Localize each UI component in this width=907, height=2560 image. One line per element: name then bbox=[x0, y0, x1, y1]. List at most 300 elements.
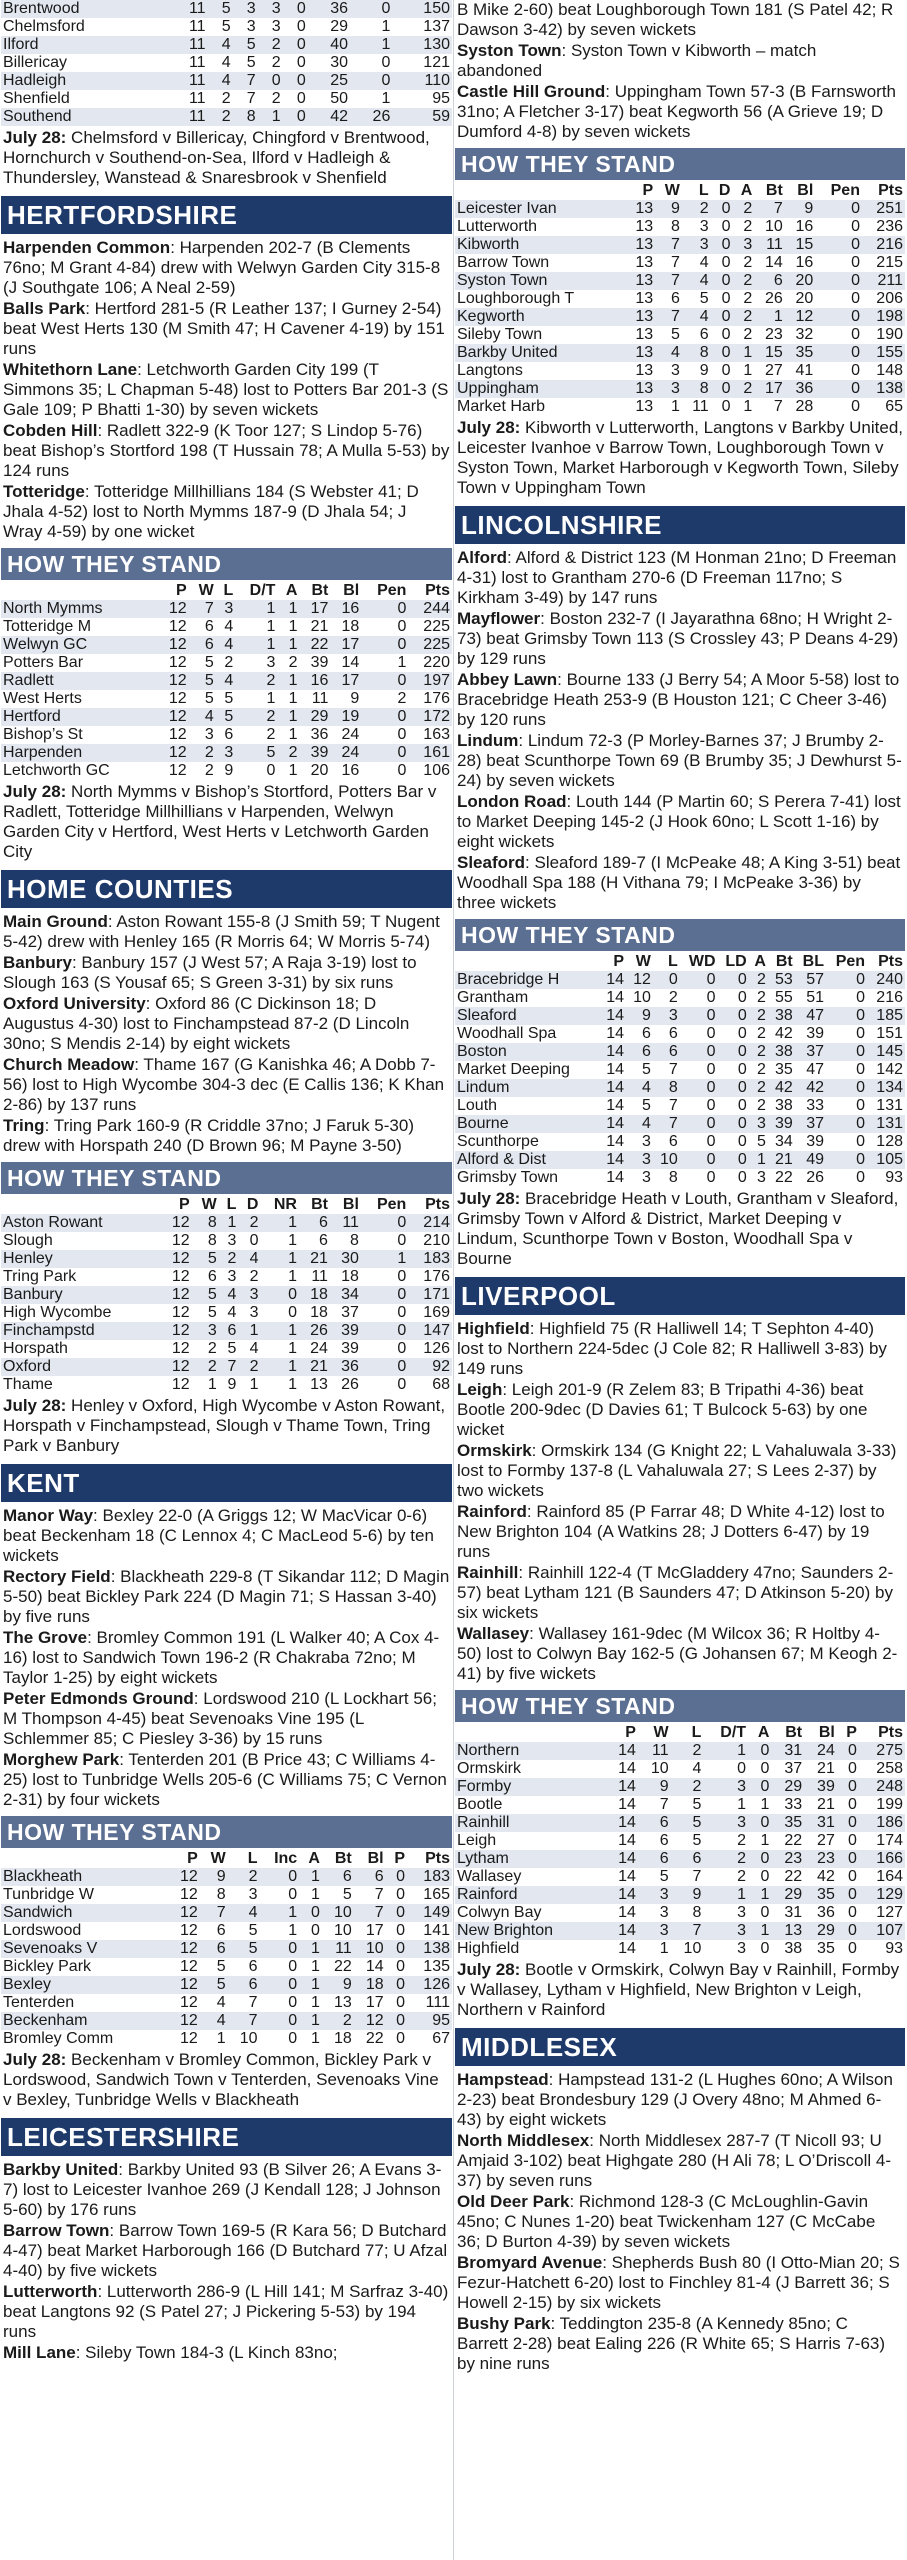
venue-name: Tring bbox=[3, 1116, 45, 1135]
stat-cell: 39 bbox=[768, 1115, 795, 1133]
stat-cell: 199 bbox=[876, 1796, 903, 1813]
table-row bbox=[455, 380, 905, 398]
result-text: : Lutterworth 286-9 (L Hill 141; M Sarfraz 3-40) beat Langtons 92 (S Patel 27; J Pickering 5-53) by 194 runs bbox=[3, 2282, 449, 2341]
table-row bbox=[1, 36, 452, 54]
stat-cell: 12 bbox=[168, 618, 187, 635]
table-row bbox=[1, 762, 452, 780]
team-name: Brentwood bbox=[1, 0, 168, 18]
stat-cell: 36 bbox=[330, 1358, 361, 1376]
column-left bbox=[0, 0, 453, 2560]
venue-name: North Middlesex bbox=[457, 2131, 590, 2150]
stat-cell: 2 bbox=[238, 1214, 260, 1232]
stat-cell: 4 bbox=[682, 308, 711, 326]
stat-cell: 1 bbox=[260, 1322, 299, 1340]
team-name: Tenterden bbox=[3, 1994, 75, 2011]
stat-cell: 35 bbox=[817, 1940, 835, 1957]
venue-name: Rainford bbox=[457, 1502, 527, 1521]
stat-cell: 22 bbox=[299, 636, 330, 654]
team-name: Hertford bbox=[1, 708, 158, 726]
stat-cell: 248 bbox=[859, 1778, 905, 1796]
stat-cell: 5 bbox=[235, 744, 277, 762]
stat-cell: 5 bbox=[204, 654, 214, 671]
column-header: D/T bbox=[720, 1724, 747, 1741]
team-name: Tunbridge W bbox=[3, 1886, 94, 1903]
team-name: Highfield bbox=[457, 1940, 520, 1957]
stat-cell: 0 bbox=[249, 1232, 259, 1249]
team-name: Lytham bbox=[455, 1850, 605, 1868]
stat-cell: 34 bbox=[774, 1133, 793, 1150]
venue-name: Alford bbox=[457, 548, 508, 567]
stat-cell: 0 bbox=[737, 1061, 747, 1078]
match-result bbox=[455, 2131, 905, 2191]
stat-cell: 0 bbox=[721, 290, 731, 307]
stat-cell: 25 bbox=[308, 72, 350, 90]
stat-cell: 0 bbox=[288, 1994, 298, 2011]
venue-name: Mayflower bbox=[457, 609, 541, 628]
team-name: Billericay bbox=[3, 54, 68, 71]
result-text: : Radlett 322-9 (K Toor 127; S Lindop 5-76) beat Bishop’s Stortford 198 (T Hussain 78; A Mulla 5-53) by 124 runs bbox=[3, 421, 450, 480]
table-row bbox=[1, 2012, 452, 2030]
column-header: Bl bbox=[343, 582, 360, 599]
venue-name: Wallasey bbox=[457, 1624, 530, 1643]
stat-cell: 4 bbox=[224, 618, 234, 635]
stat-cell: 1 bbox=[703, 1742, 748, 1760]
stat-cell: 214 bbox=[408, 1214, 452, 1232]
stat-cell: 0 bbox=[760, 1868, 770, 1885]
stat-cell: 131 bbox=[876, 1097, 903, 1114]
section-heading: HERTFORDSHIRE bbox=[1, 196, 452, 234]
stat-cell: 36 bbox=[785, 380, 816, 398]
stat-cell: 185 bbox=[867, 1007, 905, 1025]
stat-cell: 5 bbox=[216, 708, 236, 726]
column-header: P bbox=[394, 1850, 406, 1867]
stat-cell: 0 bbox=[397, 1232, 407, 1249]
stat-cell: 7 bbox=[189, 600, 216, 618]
stat-cell: 65 bbox=[885, 398, 903, 415]
stat-cell: 0 bbox=[837, 1742, 859, 1760]
venue-name: Lindum bbox=[457, 731, 519, 750]
stat-cell: 7 bbox=[655, 308, 682, 326]
stat-cell: 1 bbox=[288, 1922, 298, 1939]
stat-cell: 12 bbox=[179, 1922, 198, 1939]
table-row bbox=[1, 1268, 452, 1286]
stat-cell: 14 bbox=[618, 1796, 636, 1813]
stat-cell: 10 bbox=[764, 218, 783, 235]
stat-cell: 12 bbox=[158, 744, 189, 762]
stat-cell: 2 bbox=[749, 1079, 768, 1097]
stat-cell: 5 bbox=[221, 18, 231, 35]
stat-cell: 31 bbox=[804, 1814, 837, 1832]
table-row bbox=[455, 1151, 905, 1169]
stat-cell: 13 bbox=[625, 380, 656, 398]
stat-cell: 14 bbox=[605, 1850, 638, 1868]
stat-cell: 0 bbox=[815, 236, 862, 254]
venue-name: Highfield bbox=[457, 1319, 530, 1338]
stat-cell: 13 bbox=[635, 254, 654, 271]
stat-cell: 1 bbox=[288, 1376, 297, 1393]
column-header: Pts bbox=[878, 182, 903, 199]
stat-cell: 0 bbox=[361, 1322, 408, 1340]
stat-cell: 7 bbox=[668, 1061, 678, 1078]
match-result bbox=[1, 912, 452, 952]
team-name: Langtons bbox=[457, 362, 523, 379]
stat-cell: 126 bbox=[423, 1340, 450, 1357]
stat-cell: 3 bbox=[670, 362, 680, 379]
stat-cell: 3 bbox=[204, 726, 214, 743]
table-row bbox=[455, 1061, 905, 1079]
result-text: : Thame 167 (G Kanishka 46; A Dobb 7-56) lost to High Wycombe 304-3 dec (E Callis 136; K Khan 2-86) by 137 runs bbox=[3, 1055, 445, 1114]
stat-cell: 42 bbox=[768, 1079, 795, 1097]
stat-cell: 135 bbox=[423, 1958, 450, 1975]
stat-cell: 7 bbox=[655, 236, 682, 254]
result-text: : Richmond 128-3 (C McLoughlin-Gavin 45no; C Nunes 1-20) beat Twickenham 127 (C McCabe 36; D Burton 4-39) by seven wickets bbox=[457, 2192, 876, 2251]
stat-cell: 12 bbox=[168, 1904, 200, 1922]
table-row bbox=[455, 1832, 905, 1850]
stat-cell: 1 bbox=[670, 398, 680, 415]
stat-cell: 30 bbox=[330, 54, 349, 71]
venue-name: Main Ground bbox=[3, 912, 108, 931]
stat-cell: 0 bbox=[718, 1007, 749, 1025]
stat-cell: 6 bbox=[189, 636, 216, 654]
stat-cell: 1 bbox=[748, 1886, 771, 1904]
standings-header-row bbox=[455, 953, 905, 971]
stat-cell: 7 bbox=[248, 1994, 258, 2011]
stat-cell: 8 bbox=[216, 1886, 226, 1903]
stat-cell: 0 bbox=[711, 236, 733, 254]
stat-cell: 11 bbox=[754, 236, 785, 254]
stat-cell: 145 bbox=[867, 1043, 905, 1061]
column-header: L bbox=[691, 1724, 702, 1741]
stat-cell: 0 bbox=[288, 1886, 298, 1903]
stat-cell: 0 bbox=[837, 1778, 859, 1796]
stat-cell: 2 bbox=[322, 2012, 354, 2030]
result-text: : Rainhill 122-4 (T McGladdery 47no; Saunders 2-57) beat Lytham 121 (B Saunders 47; D Atkinson 5-20) by six wickets bbox=[457, 1563, 894, 1622]
stat-cell: 169 bbox=[423, 1304, 450, 1321]
stat-cell: 1 bbox=[288, 726, 298, 743]
match-result bbox=[1, 1689, 452, 1749]
column-header bbox=[455, 182, 625, 200]
stat-cell: 0 bbox=[721, 326, 731, 343]
result-text: : Lordswood 210 (L Lockhart 56; M Thompson 4-45) beat Sevenoaks Vine 195 (L Schlemmer 85; C Piesley 3-36) by 15 runs bbox=[3, 1689, 437, 1748]
stat-cell: 93 bbox=[885, 1169, 903, 1186]
stat-cell: 110 bbox=[392, 72, 452, 90]
stat-cell: 33 bbox=[806, 1097, 824, 1114]
stat-cell: 3 bbox=[749, 1115, 768, 1133]
stat-cell: 0 bbox=[737, 1760, 747, 1777]
fixtures-text: Kibworth v Lutterworth, Langtons v Barkby United, Leicester Ivanhoe v Barrow Town, Loughborough Town v Syston Town, Market Harborough v Kegworth Town, Sileby Town v Uppingham Town bbox=[457, 418, 904, 497]
column-header: Inc bbox=[274, 1850, 298, 1867]
stat-cell: 0 bbox=[711, 272, 733, 290]
standings-table bbox=[455, 182, 905, 416]
standings-header-row bbox=[455, 1724, 905, 1742]
stat-cell: 0 bbox=[258, 72, 283, 90]
column-header: Bt bbox=[785, 1724, 803, 1741]
stat-cell: 17 bbox=[330, 636, 361, 654]
stat-cell: 2 bbox=[749, 971, 768, 989]
venue-name: Leigh bbox=[457, 1380, 503, 1399]
team-name: Harpenden bbox=[1, 744, 158, 762]
result-text: : Alford & District 123 (M Honman 21no; D Freeman 4-31) lost to Grantham 270-6 (D Freeman 117no; S Kirkham 3-49) by 147 runs bbox=[457, 548, 897, 607]
stat-cell: 129 bbox=[859, 1886, 905, 1904]
stat-cell: 6 bbox=[659, 1832, 669, 1849]
stat-cell: 186 bbox=[859, 1814, 905, 1832]
team-name: Bickley Park bbox=[3, 1958, 92, 1975]
column-header: A bbox=[757, 1724, 770, 1741]
stat-cell: 14 bbox=[605, 1778, 638, 1796]
stat-cell: 1 bbox=[277, 636, 299, 654]
stat-cell: 0 bbox=[721, 218, 731, 235]
stat-cell: 12 bbox=[179, 2030, 198, 2047]
table-row bbox=[1, 1322, 452, 1340]
stat-cell: 111 bbox=[425, 1994, 450, 2011]
stat-cell: 1 bbox=[216, 2030, 226, 2047]
stat-cell: 0 bbox=[748, 1742, 771, 1760]
stat-cell: 5 bbox=[641, 1061, 651, 1078]
match-result bbox=[455, 1319, 905, 1379]
stat-cell: 8 bbox=[682, 344, 711, 362]
stat-cell: 1 bbox=[311, 2030, 320, 2047]
stat-cell: 8 bbox=[192, 1214, 219, 1232]
stat-cell: 0 bbox=[711, 200, 733, 218]
table-row bbox=[455, 308, 905, 326]
stat-cell: 17 bbox=[365, 1922, 384, 1939]
stat-cell: 37 bbox=[795, 1043, 826, 1061]
stat-cell: 4 bbox=[189, 708, 216, 726]
stat-cell: 39 bbox=[806, 1133, 824, 1150]
column-header: Bt bbox=[311, 1196, 328, 1213]
stat-cell: 216 bbox=[876, 989, 903, 1006]
stat-cell: 9 bbox=[200, 1868, 228, 1886]
column-header bbox=[455, 1724, 605, 1742]
stat-cell: 0 bbox=[397, 1340, 407, 1357]
stat-cell: 2 bbox=[228, 1868, 260, 1886]
stat-cell: 1 bbox=[266, 618, 276, 635]
match-result bbox=[1, 1506, 452, 1566]
column-header bbox=[1, 582, 158, 600]
stat-cell: 1 bbox=[743, 398, 753, 415]
stat-cell: 14 bbox=[606, 1061, 625, 1078]
stat-cell: 11 bbox=[168, 36, 208, 54]
stat-cell: 0 bbox=[706, 1133, 716, 1150]
team-name: Louth bbox=[457, 1097, 498, 1114]
stat-cell: 7 bbox=[670, 254, 680, 271]
stat-cell: 0 bbox=[760, 1904, 770, 1921]
stat-cell: 0 bbox=[350, 72, 392, 90]
stat-cell: 0 bbox=[826, 1043, 867, 1061]
stat-cell: 2 bbox=[288, 654, 298, 671]
stat-cell: 23 bbox=[804, 1850, 837, 1868]
column-header: Pts bbox=[878, 1724, 903, 1741]
stat-cell: 0 bbox=[680, 1151, 718, 1169]
venue-name: Bromyard Avenue bbox=[457, 2253, 603, 2272]
column-header: D bbox=[246, 1196, 259, 1213]
team-name: Grantham bbox=[457, 989, 529, 1006]
stat-cell: 30 bbox=[330, 1250, 361, 1268]
fixtures-text: Henley v Oxford, High Wycombe v Aston Rowant, Horspath v Finchampstead, Slough v Thame Town, Tring Park v Banbury bbox=[3, 1396, 446, 1455]
stat-cell: 13 bbox=[635, 326, 654, 343]
stat-cell: 1 bbox=[288, 1340, 297, 1357]
table-row bbox=[455, 1043, 905, 1061]
stat-cell: 2 bbox=[682, 200, 711, 218]
stat-cell: 6 bbox=[653, 1043, 680, 1061]
stat-cell: 24 bbox=[804, 1742, 837, 1760]
team-name: Colwyn Bay bbox=[457, 1904, 542, 1921]
team-name: Northern bbox=[455, 1742, 605, 1760]
stat-cell: 2 bbox=[732, 272, 754, 290]
stat-cell: 2 bbox=[743, 290, 753, 307]
stat-cell: 14 bbox=[618, 1832, 636, 1849]
fixtures-date: July 28: bbox=[3, 2050, 67, 2069]
venue-name: Ormskirk bbox=[457, 1441, 532, 1460]
team-name: Oxford bbox=[1, 1358, 161, 1376]
column-header: Pen bbox=[376, 1196, 407, 1213]
upcoming-fixtures bbox=[1, 2050, 452, 2110]
table-row bbox=[1, 18, 452, 36]
stat-cell: 39 bbox=[804, 1778, 837, 1796]
stat-cell: 6 bbox=[216, 1922, 226, 1939]
stat-cell: 130 bbox=[392, 36, 452, 54]
stat-cell: 3 bbox=[248, 1886, 258, 1903]
stat-cell: 29 bbox=[299, 708, 330, 726]
match-result bbox=[1, 1116, 452, 1156]
stat-cell: 1 bbox=[238, 1322, 260, 1340]
stat-cell: 0 bbox=[680, 1007, 718, 1025]
stat-cell: 150 bbox=[392, 0, 452, 18]
stat-cell: 4 bbox=[216, 672, 236, 690]
stat-cell: 0 bbox=[856, 1061, 866, 1078]
stat-cell: 6 bbox=[699, 326, 709, 343]
stat-cell: 0 bbox=[288, 2030, 298, 2047]
stat-cell: 1 bbox=[760, 1796, 770, 1813]
stat-cell: 2 bbox=[732, 308, 754, 326]
stat-cell: 3 bbox=[227, 1232, 237, 1249]
stat-cell: 0 bbox=[711, 308, 733, 326]
stat-cell: 6 bbox=[668, 1133, 678, 1150]
stat-cell: 0 bbox=[361, 1214, 408, 1232]
stat-cell: 1 bbox=[350, 36, 392, 54]
stat-cell: 95 bbox=[407, 2012, 452, 2030]
stat-cell: 0 bbox=[856, 989, 866, 1006]
stat-cell: 13 bbox=[625, 272, 656, 290]
stat-cell: 2 bbox=[238, 1358, 260, 1376]
stat-cell: 5 bbox=[204, 690, 214, 707]
column-header: Pts bbox=[425, 1850, 450, 1867]
team-name: Leicester Ivan bbox=[455, 200, 625, 218]
stat-cell: 258 bbox=[876, 1760, 903, 1777]
stat-cell: 1 bbox=[381, 90, 391, 107]
stat-cell: 7 bbox=[219, 1358, 239, 1376]
stat-cell: 3 bbox=[703, 1922, 748, 1940]
stat-cell: 12 bbox=[161, 1250, 192, 1268]
stat-cell: 3 bbox=[238, 1286, 260, 1304]
team-name: Kibworth bbox=[455, 236, 625, 254]
column-header: Bl bbox=[818, 1724, 835, 1741]
fixtures-text: Bracebridge Heath v Louth, Grantham v Sleaford, Grimsby Town v Alford & District, Market Deeping v Lindum, Scunthorpe Town v Boston, Woodhall Spa v Bourne bbox=[457, 1189, 899, 1268]
stat-cell: 190 bbox=[876, 326, 903, 343]
team-name: Totteridge M bbox=[3, 618, 92, 635]
venue-name: The Grove bbox=[3, 1628, 88, 1647]
stat-cell: 0 bbox=[718, 1115, 749, 1133]
match-result bbox=[1, 1628, 452, 1688]
stat-cell: 183 bbox=[408, 1250, 452, 1268]
match-result bbox=[1, 2282, 452, 2342]
stat-cell: 39 bbox=[341, 1340, 359, 1357]
stat-cell: 17 bbox=[754, 380, 785, 398]
stat-cell: 4 bbox=[208, 72, 233, 90]
stat-cell: 147 bbox=[408, 1322, 452, 1340]
stat-cell: 174 bbox=[876, 1832, 903, 1849]
team-name: Horspath bbox=[3, 1340, 68, 1357]
table-row bbox=[1, 618, 452, 636]
stat-cell: 0 bbox=[680, 971, 718, 989]
stat-cell: 4 bbox=[208, 36, 233, 54]
stat-cell: 29 bbox=[330, 18, 349, 35]
stat-cell: 18 bbox=[354, 1976, 386, 1994]
team-name: Radlett bbox=[1, 672, 158, 690]
stat-cell: 0 bbox=[296, 54, 306, 71]
stat-cell: 4 bbox=[216, 1994, 226, 2011]
stat-cell: 22 bbox=[365, 2030, 384, 2047]
result-text: : Totteridge Millhillians 184 (S Webster 41; D Jhala 4-52) lost to North Mymms 187-9 (D Jhala 54; J Wray 4-59) by one wicket bbox=[3, 482, 419, 541]
stat-cell: 2 bbox=[743, 326, 753, 343]
stat-cell: 1 bbox=[749, 1151, 768, 1169]
stat-cell: 22 bbox=[333, 1958, 352, 1975]
stat-cell: 6 bbox=[248, 1958, 258, 1975]
stat-cell: 6 bbox=[224, 726, 234, 743]
stat-cell: 244 bbox=[408, 600, 452, 618]
stat-cell: 7 bbox=[228, 2012, 260, 2030]
stat-cell: 0 bbox=[288, 1958, 298, 1975]
stat-cell: 225 bbox=[408, 636, 452, 654]
stat-cell: 8 bbox=[207, 1232, 217, 1249]
team-name: Henley bbox=[1, 1250, 161, 1268]
stat-cell: 3 bbox=[626, 1151, 653, 1169]
upcoming-fixtures bbox=[455, 1960, 905, 2020]
team-name: Rainhill bbox=[455, 1814, 605, 1832]
stat-cell: 37 bbox=[795, 1115, 826, 1133]
stat-cell: 0 bbox=[826, 1151, 867, 1169]
stat-cell: 7 bbox=[754, 200, 785, 218]
table-row bbox=[455, 1778, 905, 1796]
stat-cell: 6 bbox=[319, 1232, 328, 1249]
team-name: Loughborough T bbox=[457, 290, 575, 307]
table-row bbox=[1, 1232, 452, 1250]
stat-cell: 13 bbox=[625, 236, 656, 254]
fixtures-date: July 28: bbox=[457, 1189, 521, 1208]
stat-cell: 13 bbox=[635, 290, 654, 307]
column-header: LD bbox=[725, 953, 747, 970]
column-header: Bt bbox=[775, 953, 793, 970]
stat-cell: 1 bbox=[207, 1376, 217, 1393]
column-header: Pts bbox=[425, 1196, 450, 1213]
venue-name: Manor Way bbox=[3, 1506, 94, 1525]
stat-cell: 171 bbox=[408, 1286, 452, 1304]
result-text: : Sileby Town 184-3 (L Kinch 83no; bbox=[75, 2343, 338, 2362]
stat-cell: 0 bbox=[296, 90, 306, 107]
stat-cell: 2 bbox=[219, 1250, 239, 1268]
stat-cell: 26 bbox=[764, 290, 783, 307]
stat-cell: 0 bbox=[260, 1940, 300, 1958]
stat-cell: 0 bbox=[851, 254, 860, 271]
stat-cell: 1 bbox=[760, 1832, 770, 1849]
column-header: Bt bbox=[311, 582, 329, 599]
stat-cell: 0 bbox=[718, 1079, 749, 1097]
stat-cell: 0 bbox=[748, 1850, 771, 1868]
stat-cell: 12 bbox=[168, 1868, 200, 1886]
stat-cell: 22 bbox=[784, 1832, 803, 1849]
stat-cell: 0 bbox=[397, 762, 407, 779]
stat-cell: 3 bbox=[655, 380, 682, 398]
